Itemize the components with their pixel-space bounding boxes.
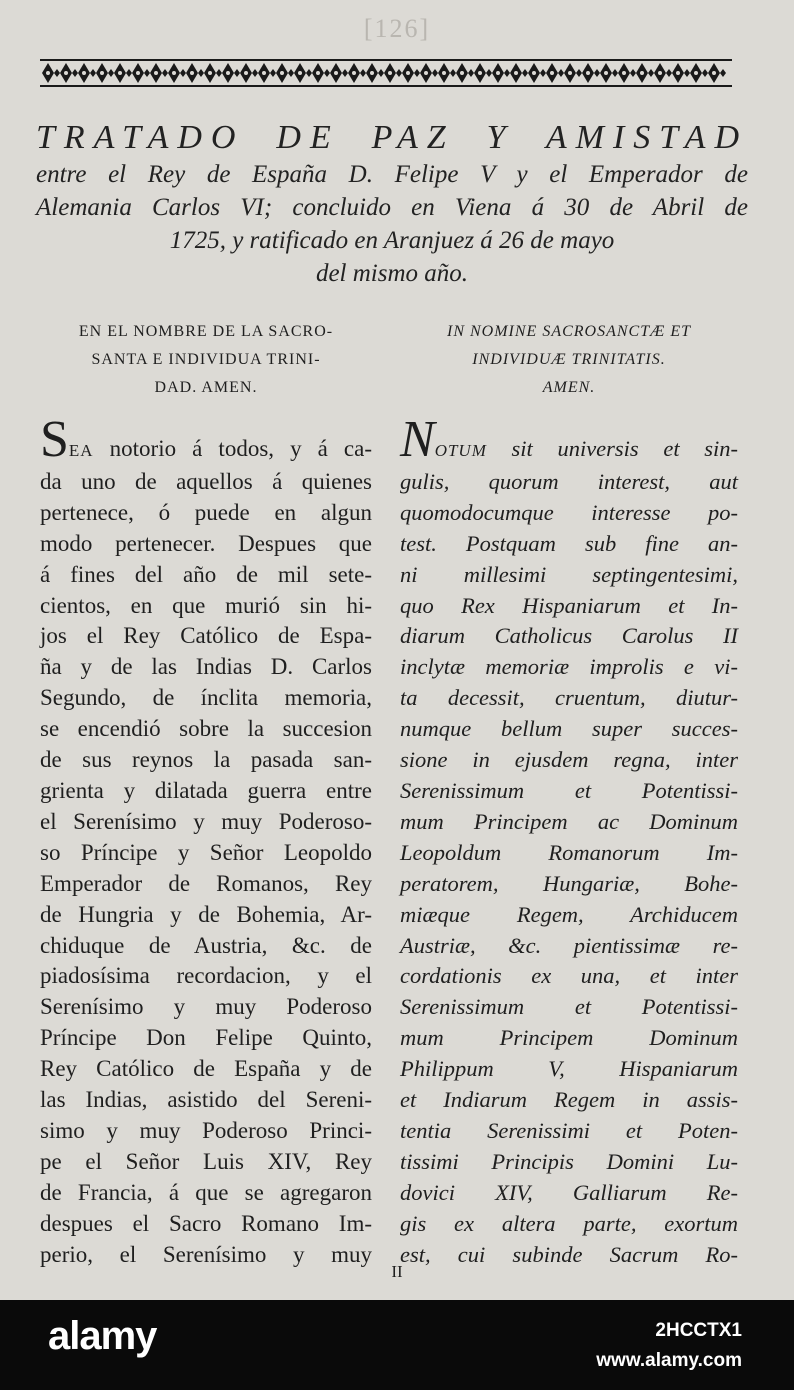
title-line-1: TRATADO DE PAZ Y AMISTAD bbox=[36, 119, 748, 156]
spanish-first-line-text: notorio á todos, y á ca- bbox=[93, 436, 372, 461]
title-line-5: del mismo año. bbox=[315, 260, 469, 287]
latin-column bbox=[400, 318, 738, 1270]
spanish-text-line: piadosísima recordacion, y el bbox=[40, 963, 372, 989]
latin-text-line: inclytæ memoriæ improlis e vi- bbox=[400, 654, 738, 680]
latin-text-line: test. Postquam sub fine an- bbox=[400, 530, 738, 556]
title-line-2: entre el Rey de España D. Felipe V y el Emperador de bbox=[36, 161, 748, 188]
latin-text-line: tissimi Principis Domini Lu- bbox=[400, 1148, 738, 1174]
fleuron-border-icon bbox=[40, 58, 732, 88]
latin-text-line: quomodocumque interesse po- bbox=[400, 499, 738, 525]
spanish-text-line: Emperador de Romanos, Rey bbox=[40, 870, 372, 896]
title-line-4: 1725, y ratificado en Aranjuez á 26 de mayo bbox=[169, 227, 615, 254]
latin-text-line: Serenissimum et Potentissi- bbox=[400, 777, 738, 803]
latin-text-line: gis ex altera parte, exortum bbox=[400, 1210, 738, 1236]
spanish-text-line: el Serenísimo y muy Poderoso- bbox=[40, 808, 372, 834]
spanish-small-caps: EA bbox=[68, 441, 94, 460]
latin-text-line: Austriæ, &c. pientissimæ re- bbox=[400, 932, 738, 958]
latin-heading-line: AMEN. bbox=[542, 379, 596, 396]
spanish-text-line: chiduque de Austria, &c. de bbox=[40, 932, 372, 958]
latin-text-line: Serenissimum et Potentissi- bbox=[400, 994, 738, 1020]
spanish-text-line: se encendió sobre la succesion bbox=[40, 716, 372, 742]
spanish-text-line: Príncipe Don Felipe Quinto, bbox=[40, 1025, 372, 1051]
spanish-text-line bbox=[40, 411, 372, 468]
spanish-heading-line: SANTA E INDIVIDUA TRINI- bbox=[91, 351, 321, 368]
spanish-text-line: pertenece, ó puede en algun bbox=[40, 499, 372, 525]
latin-small-caps: OTUM bbox=[434, 441, 487, 460]
spanish-text-line: de Hungria y de Bohemia, Ar- bbox=[40, 901, 372, 927]
latin-text-line bbox=[400, 411, 738, 468]
spanish-text-line: despues el Sacro Romano Im- bbox=[40, 1210, 372, 1236]
alamy-logo: alamy bbox=[48, 1314, 157, 1358]
latin-first-line-text: sit universis et sin- bbox=[486, 436, 738, 461]
latin-text-line: sione in ejusdem regna, inter bbox=[400, 747, 738, 773]
spanish-text-line: jos el Rey Católico de Espa- bbox=[40, 623, 372, 649]
latin-drop-cap: N bbox=[400, 411, 435, 468]
spanish-text-line: so Príncipe y Señor Leopoldo bbox=[40, 839, 372, 865]
spanish-heading bbox=[40, 318, 372, 402]
spanish-text-line: modo pertenecer. Despues que bbox=[40, 530, 372, 556]
latin-text-line: diarum Catholicus Carolus II bbox=[400, 623, 738, 649]
latin-heading-line: INDIVIDUÆ TRINITATIS. bbox=[472, 351, 666, 368]
treaty-title bbox=[36, 118, 748, 290]
spanish-text-line: simo y muy Poderoso Princi- bbox=[40, 1117, 372, 1143]
spanish-text-line: las Indias, asistido del Sereni- bbox=[40, 1087, 372, 1113]
latin-text-line: cordationis ex una, et inter bbox=[400, 963, 738, 989]
latin-text-line: mum Principem ac Dominum bbox=[400, 808, 738, 834]
spanish-text-line: de sus reynos la pasada san- bbox=[40, 747, 372, 773]
spanish-column bbox=[40, 318, 372, 1270]
latin-body bbox=[400, 411, 738, 1270]
spanish-drop-cap: S bbox=[40, 411, 69, 468]
site-url: www.alamy.com bbox=[596, 1350, 742, 1371]
spanish-text-line: ña y de las Indias D. Carlos bbox=[40, 654, 372, 680]
latin-text-line: dovici XIV, Galliarum Re- bbox=[400, 1179, 738, 1205]
latin-text-line: miæque Regem, Archiducem bbox=[400, 901, 738, 927]
spanish-text-line: cientos, en que murió sin hi- bbox=[40, 592, 372, 618]
spanish-text-line: Rey Católico de España y de bbox=[40, 1056, 372, 1082]
latin-text-line: est, cui subinde Sacrum Ro- bbox=[400, 1241, 738, 1267]
latin-heading-line: IN NOMINE SACROSANCTÆ ET bbox=[446, 323, 691, 340]
signature-mark: II bbox=[391, 1262, 403, 1281]
watermark-footer bbox=[0, 1300, 794, 1390]
spanish-body bbox=[40, 411, 372, 1270]
latin-text-line: quo Rex Hispaniarum et In- bbox=[400, 592, 738, 618]
latin-text-line: tentia Serenissimi et Poten- bbox=[400, 1117, 738, 1143]
spanish-text-line: da uno de aquellos á quienes bbox=[40, 468, 372, 494]
spanish-text-line: pe el Señor Luis XIV, Rey bbox=[40, 1148, 372, 1174]
latin-text-line: Leopoldum Romanorum Im- bbox=[400, 839, 738, 865]
latin-text-line: ta decessit, cruentum, diutur- bbox=[400, 685, 738, 711]
latin-text-line: numque bellum super succes- bbox=[400, 716, 738, 742]
latin-text-line: mum Principem Dominum bbox=[400, 1025, 738, 1051]
latin-text-line: et Indiarum Regem in assis- bbox=[400, 1087, 738, 1113]
spanish-text-line: á fines del año de mil sete- bbox=[40, 561, 372, 587]
spanish-text-line: Serenísimo y muy Poderoso bbox=[40, 994, 372, 1020]
latin-text-line: ni millesimi septingentesimi, bbox=[400, 561, 738, 587]
latin-text-line: gulis, quorum interest, aut bbox=[400, 468, 738, 494]
title-line-3: Alemania Carlos VI; concluido en Viena á 30 de Abril de bbox=[36, 194, 748, 221]
page-number: [126] bbox=[363, 14, 431, 43]
spanish-heading-line: EN EL NOMBRE DE LA SACRO- bbox=[78, 323, 334, 340]
spanish-text-line: perio, el Serenísimo y muy bbox=[40, 1241, 372, 1267]
image-id: 2HCCTX1 bbox=[655, 1320, 742, 1341]
spanish-text-line: de Francia, á que se agregaron bbox=[40, 1179, 372, 1205]
latin-heading bbox=[400, 318, 738, 402]
spanish-text-line: grienta y dilatada guerra entre bbox=[40, 777, 372, 803]
latin-text-line: peratorem, Hungariæ, Bohe- bbox=[400, 870, 738, 896]
spanish-heading-line: DAD. AMEN. bbox=[154, 379, 258, 396]
spanish-text-line: Segundo, de ínclita memoria, bbox=[40, 685, 372, 711]
latin-text-line: Philippum V, Hispaniarum bbox=[400, 1056, 738, 1082]
